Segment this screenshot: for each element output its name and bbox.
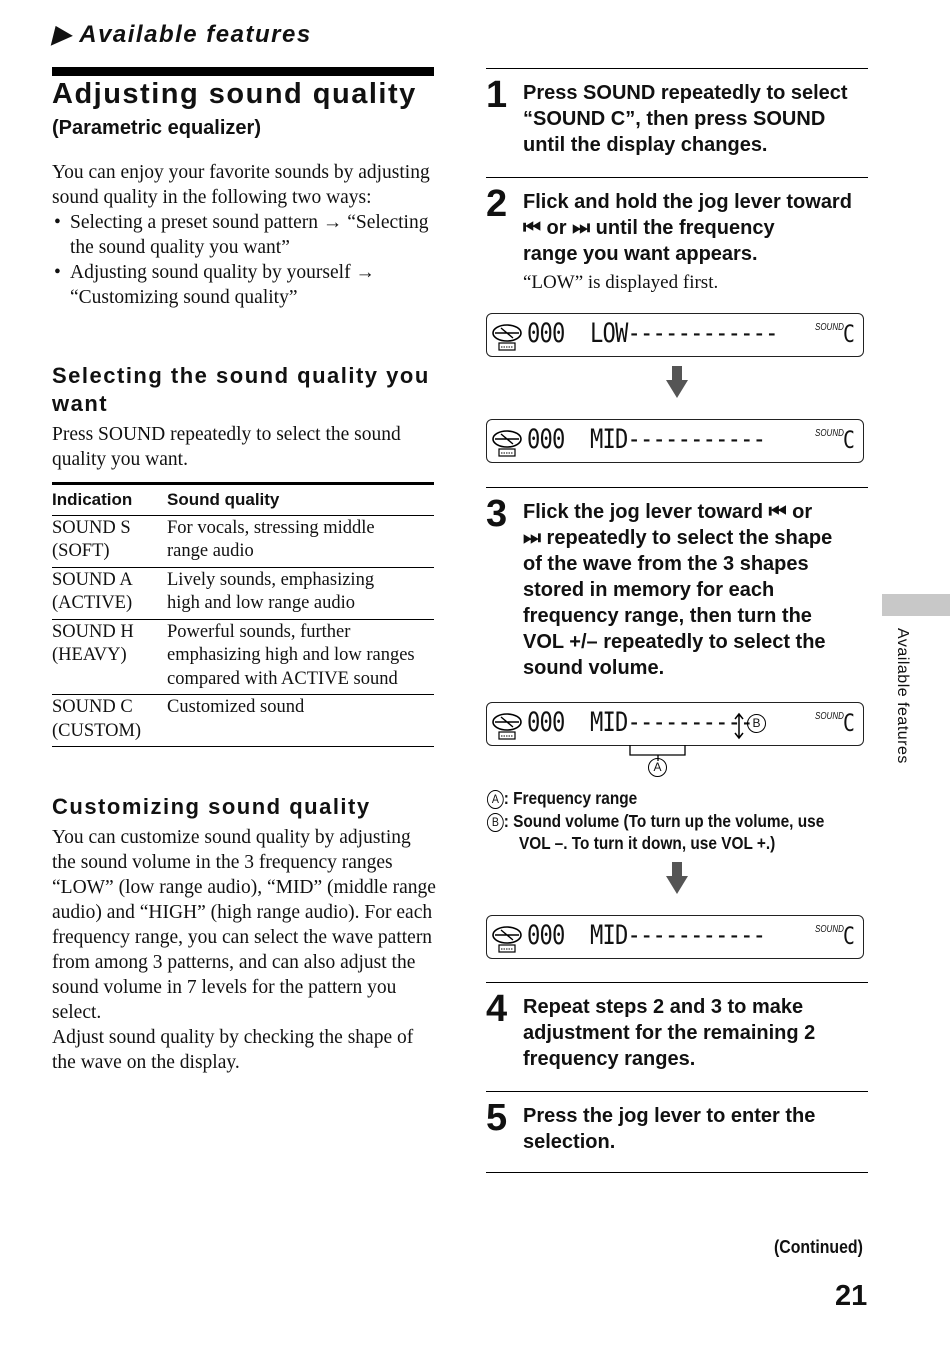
table-row <box>52 694 434 746</box>
step-text <box>523 1103 873 1155</box>
step-divider <box>486 68 868 69</box>
step-text <box>523 80 873 158</box>
custom-section <box>52 825 437 1075</box>
callout-a-marker: A <box>648 758 667 777</box>
intro-paragraph: You can enjoy your favorite sounds by adjusting sound quality in the following two ways: <box>52 162 430 208</box>
step-text <box>523 994 873 1072</box>
lcd-counter: 000 <box>527 920 565 951</box>
table-cell: emphasizing high and low ranges <box>167 645 415 665</box>
step-line: ⏭ repeatedly to select the shape <box>523 527 833 549</box>
step-line: Repeat steps 2 and 3 to make <box>523 996 804 1018</box>
note-sound-volume <box>487 810 824 832</box>
step-line: stored in memory for each <box>523 579 775 601</box>
section-heading-custom: Customizing sound quality <box>52 794 371 819</box>
lcd-display <box>486 313 864 357</box>
step-subtext: “LOW” is displayed first. <box>523 272 719 293</box>
step-number: 3 <box>486 493 508 535</box>
page-number: 21 <box>835 1280 868 1312</box>
side-tab-label: Available features <box>894 628 911 764</box>
step-divider <box>486 1091 868 1092</box>
table-cell: (CUSTOM) <box>52 720 142 741</box>
arrow-down-icon <box>666 366 688 398</box>
intro-section <box>52 160 437 310</box>
step-number: 5 <box>486 1097 508 1139</box>
step-number: 4 <box>486 988 508 1030</box>
callout-a-label: A <box>487 790 504 809</box>
lcd-sound-label: SOUND <box>815 428 844 439</box>
step-line: Press the jog lever to enter the <box>523 1105 816 1127</box>
lcd-counter: 000 <box>527 707 565 738</box>
table-cell: SOUND A <box>52 569 133 590</box>
step-divider <box>486 487 868 488</box>
table-cell: SOUND H <box>52 621 134 642</box>
step-line: frequency ranges. <box>523 1048 696 1070</box>
table-cell: Customized sound <box>167 697 305 717</box>
intro-bullet: • Selecting a preset sound pattern → “Selecting the sound quality you want” <box>52 210 437 260</box>
lcd-counter: 000 <box>527 424 565 455</box>
step-divider <box>486 1172 868 1173</box>
table-row <box>52 567 434 619</box>
lcd-display <box>486 915 864 959</box>
table-cell: (SOFT) <box>52 541 110 561</box>
custom-paragraph: Adjust sound quality by checking the shape of the wave on the display. <box>52 1027 414 1073</box>
table-row <box>52 515 434 567</box>
step-text <box>523 189 873 267</box>
lcd-sound-label: SOUND <box>815 711 844 722</box>
breadcrumb: ▶ Available features <box>52 21 312 48</box>
step-line: Press SOUND repeatedly to select <box>523 82 848 104</box>
lcd-counter: 000 <box>527 318 565 349</box>
step-line: frequency range, then turn the <box>523 605 812 627</box>
note-frequency-range <box>487 787 637 809</box>
lcd-display <box>486 419 864 463</box>
table-cell: high and low range audio <box>167 593 356 613</box>
step-line: selection. <box>523 1131 616 1153</box>
table-cell: Lively sounds, emphasizing <box>167 569 375 590</box>
step-line: “SOUND C”, then press SOUND <box>523 108 826 130</box>
lcd-band-text: MID----------- <box>590 424 766 455</box>
lcd-mode: C <box>843 922 855 950</box>
continued-label: (Continued) <box>774 1237 863 1257</box>
table-row <box>52 619 434 695</box>
lcd-band-text: MID----------- <box>590 920 766 951</box>
table-header-indication: Indication <box>52 490 133 509</box>
table-cell: For vocals, stressing middle <box>167 517 375 538</box>
lcd-display <box>486 702 864 746</box>
lcd-sound-label: SOUND <box>815 924 844 935</box>
step-divider <box>486 982 868 983</box>
table-header-quality: Sound quality <box>167 490 280 509</box>
intro-bullet: • Adjusting sound quality by yourself → “Customizing sound quality” <box>52 260 437 310</box>
step-line: ⏮ or ⏭ until the frequency <box>523 217 775 239</box>
sound-quality-table <box>52 482 434 747</box>
lcd-mode: C <box>843 320 855 348</box>
lcd-sound-label: SOUND <box>815 322 844 333</box>
lcd-mode: C <box>843 426 855 454</box>
step-line: of the wave from the 3 shapes <box>523 553 809 575</box>
side-tab-marker <box>882 594 950 616</box>
callout-b-label: B <box>487 813 504 832</box>
custom-paragraph: You can customize sound quality by adjusting the sound volume in the 3 frequency ranges “LOW” (low range audio), “MID” (middle range audio) and “HIGH” (high range audio). For each frequency range, you can select the wave pattern from among 3 patterns, and can also adjust the sound volume in 7 levels for the pattern you select. <box>52 827 436 1023</box>
step-number: 2 <box>486 183 508 225</box>
arrow-down-icon <box>666 862 688 894</box>
note-text: VOL –. To turn it down, use VOL +.) <box>519 833 776 853</box>
table-cell: range audio <box>167 541 254 561</box>
step-line: sound volume. <box>523 657 665 679</box>
step-line: Flick the jog lever toward ⏮ or <box>523 501 813 523</box>
lcd-band-text: LOW------------ <box>590 318 778 349</box>
note-text: : Frequency range <box>503 788 638 808</box>
step-line: VOL +/– repeatedly to select the <box>523 631 826 653</box>
callout-b-marker: B <box>747 714 766 733</box>
table-cell: (ACTIVE) <box>52 593 133 613</box>
section-heading-select: Selecting the sound quality you want <box>52 363 430 416</box>
select-paragraph: Press SOUND repeatedly to select the sound quality you want. <box>52 424 401 470</box>
step-line: adjustment for the remaining 2 <box>523 1022 816 1044</box>
table-cell: (HEAVY) <box>52 645 127 665</box>
page-title: Adjusting sound quality <box>52 78 417 110</box>
step-text <box>523 499 873 681</box>
table-cell: SOUND C <box>52 697 133 717</box>
page-subtitle: (Parametric equalizer) <box>52 117 261 139</box>
table-header-row <box>52 485 434 515</box>
table-cell: compared with ACTIVE sound <box>167 668 398 689</box>
lcd-band-text: MID---------- <box>590 707 753 738</box>
step-line: range you want appears. <box>523 243 758 265</box>
lcd-mode: C <box>843 709 855 737</box>
note-text: : Sound volume (To turn up the volume, use <box>503 811 825 831</box>
table-cell: SOUND S <box>52 517 131 538</box>
step-line: until the display changes. <box>523 134 768 156</box>
step-number: 1 <box>486 74 508 116</box>
table-cell: Powerful sounds, further <box>167 621 351 642</box>
step-divider <box>486 177 868 178</box>
step-line: Flick and hold the jog lever toward <box>523 191 852 213</box>
title-bar-divider <box>52 67 434 76</box>
